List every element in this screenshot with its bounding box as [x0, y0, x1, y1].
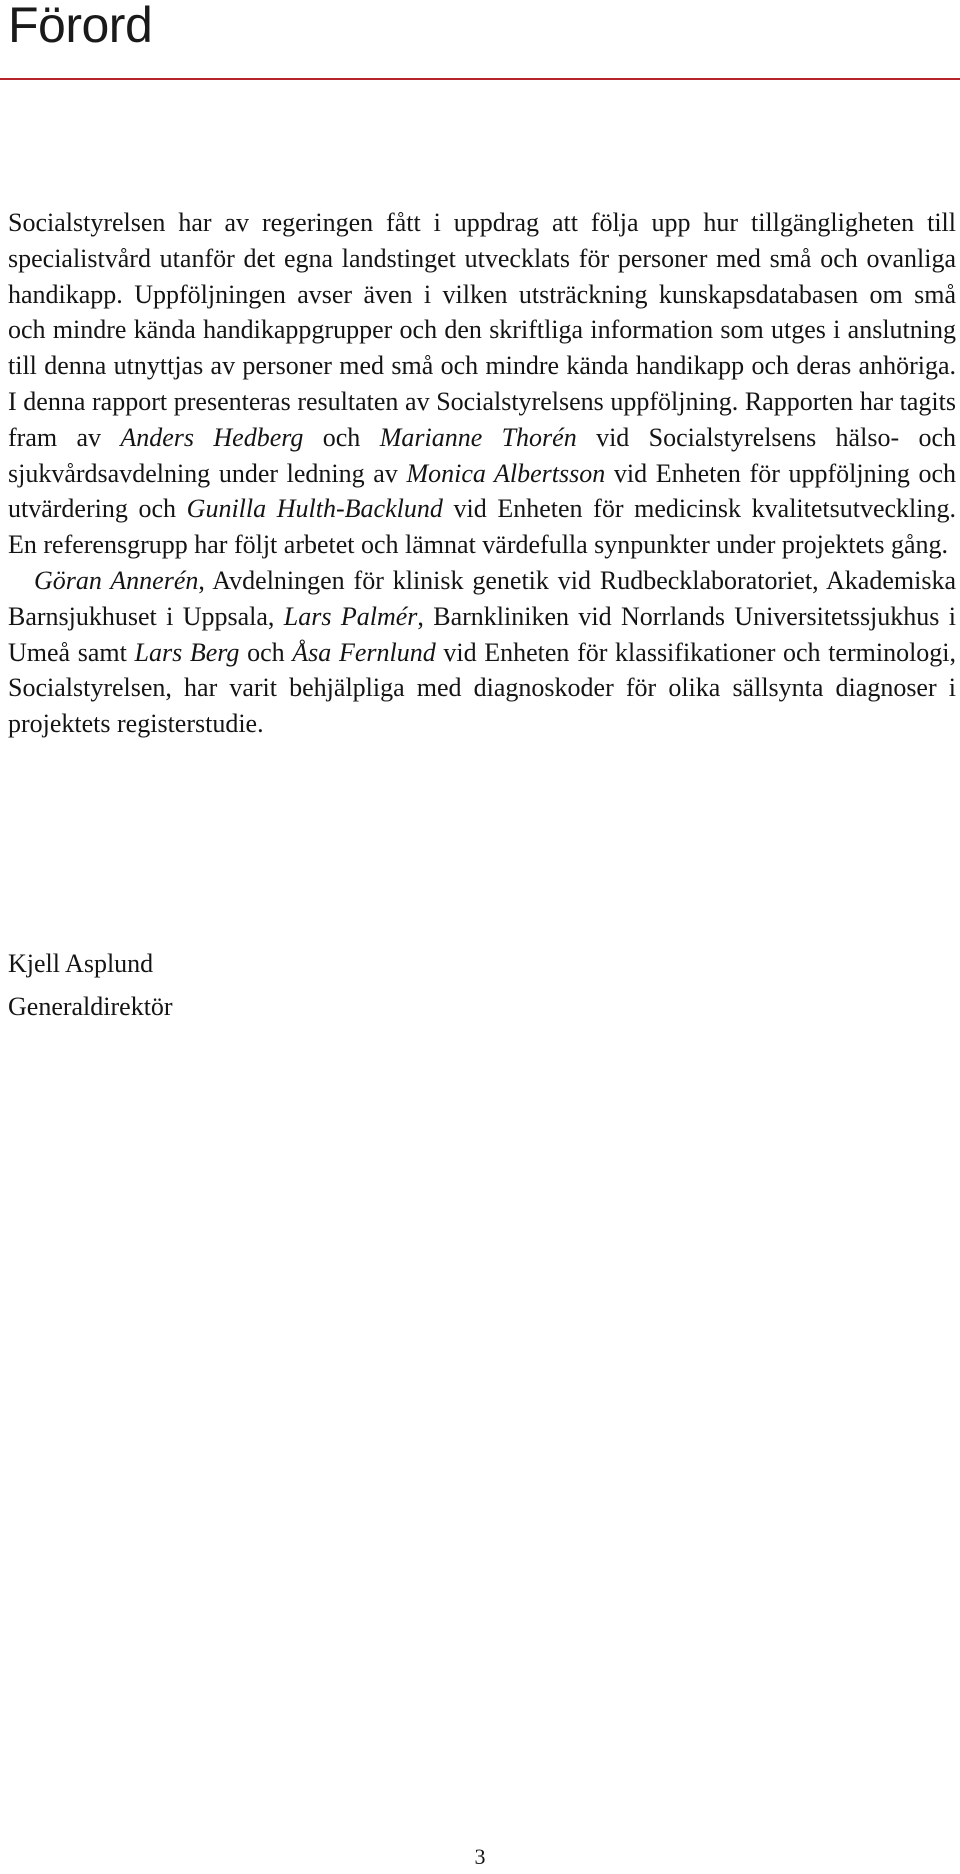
page-title: Förord — [8, 0, 153, 53]
person-name: Åsa Fernlund — [292, 637, 436, 667]
text-segment: vid Enheten för uppföljning och utvärdering och — [8, 458, 956, 524]
text-segment: vid Enheten för klassifikationer och terminologi, Socialstyrelsen, har varit behjälpliga med diagnoskoder för olika sällsynta diagnoser i projektets registerstudie. — [8, 637, 957, 739]
text-segment: och — [239, 637, 293, 667]
signatory-name: Kjell Asplund — [8, 949, 154, 978]
person-name: Gunilla Hulth-Backlund — [186, 494, 443, 524]
text-segment: och — [303, 422, 380, 452]
person-name: Lars Palmér — [283, 601, 418, 631]
foreword-body — [8, 205, 956, 742]
text-segment: , Avdelningen för klinisk genetik vid Rudbecklaboratoriet, Akademiska Barnsjukhuset i Uppsala, — [8, 565, 956, 631]
text-segment: vid Socialstyrelsens hälso- och sjukvårdsavdelning under ledning av — [8, 422, 957, 488]
person-name: Marianne Thorén — [379, 422, 577, 452]
text-segment: , Barnkliniken vid Norrlands Universitetssjukhus i Umeå samt — [8, 601, 956, 667]
title-divider — [0, 78, 960, 80]
person-name: Monica Albertsson — [406, 458, 606, 488]
paragraph-acknowledgements — [8, 563, 956, 742]
signatory-role: Generaldirektör — [8, 992, 173, 1021]
text-segment: vid Enheten för medicinsk kvalitetsutveckling. En referensgrupp har följt arbetet och lämnat värdefulla synpunkter under projektets gång. — [8, 494, 956, 560]
page-number: 3 — [474, 1844, 486, 1869]
person-name: Anders Hedberg — [120, 422, 304, 452]
text-segment: Socialstyrelsen har av regeringen fått i uppdrag att följa upp hur tillgängligheten till specialistvård utanför det egna landstinget utvecklats för personer med små och ovanliga handikapp. Uppföljningen avser även i vilken utsträckning kunskapsdatabasen om små och mindre kända handikappgrupper och den skriftliga information som utges i anslutning till denna utnyttjas av personer med små och mindre kända handikapp och deras anhöriga. I denna rapport presenteras resultaten av Socialstyrelsens uppföljning. Rapporten har tagits fram av — [8, 208, 956, 452]
person-name: Lars Berg — [134, 637, 240, 667]
signature-block — [8, 942, 173, 1028]
person-name: Göran Annerén — [34, 565, 199, 595]
paragraph-intro — [8, 205, 956, 563]
